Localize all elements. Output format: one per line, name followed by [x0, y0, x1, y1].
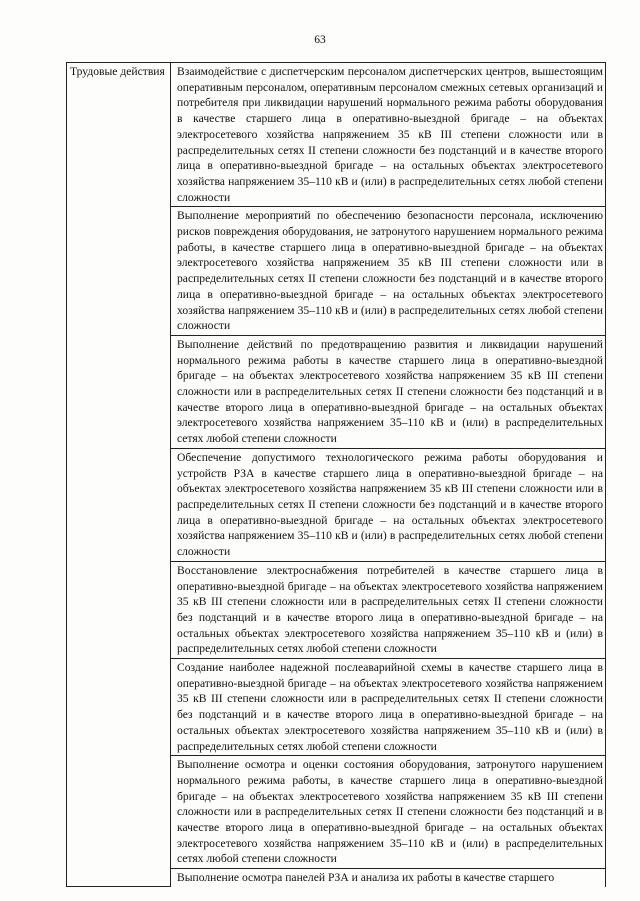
- action-cell-cut: Выполнение осмотра панелей РЗА и анализа их работы в качестве старшего: [171, 869, 606, 887]
- action-cell: Создание наиболее надежной послеаварийной схемы в качестве старшего лица в оперативно-выездной бригаде – на объектах электросетевого хозяйства напряжением 35 кВ III степени сложности или в распределительных сетях II степени сложности без подстанций и в качестве второго лица в оперативно-выездной бригаде – на остальных объектах электросетевого хозяйства напряжением 35–110 кВ и (или) в распределительных сетях любой степени сложности: [171, 659, 606, 756]
- action-cell: Выполнение мероприятий по обеспечению безопасности персонала, исключению рисков повреждения оборудования, не затронутого нарушением нормального режима работы, в качестве старшего лица в оперативно-выездной бригаде – на объектах электросетевого хозяйства напряжением 35 кВ III степени сложности или в распределительных сетях II степени сложности без подстанций и в качестве второго лица в оперативно-выездной бригаде – на остальных объектах электросетевого хозяйства напряжением 35–110 кВ и (или) в распределительных сетях любой степени сложности: [171, 207, 606, 336]
- action-cell: Взаимодействие с диспетчерским персоналом диспетчерских центров, вышестоящим оперативным персоналом, оперативным персоналом смежных сетевых организаций и потребителя при ликвидации нарушений нормального режима работы оборудования в качестве старшего лица в оперативно-выездной бригаде – на объектах электросетевого хозяйства напряжением 35 кВ III степени сложности или в распределительных сетях II степени сложности без подстанций и в качестве второго лица в оперативно-выездной бригаде – на остальных объектах электросетевого хозяйства напряжением 35–110 кВ и (или) в распределительных сетях любой степени сложности: [171, 63, 606, 207]
- page-number: 63: [314, 34, 326, 46]
- labor-actions-table: [66, 62, 606, 887]
- labor-actions-label: Трудовые действия: [67, 63, 171, 887]
- action-cell: Выполнение осмотра и оценки состояния оборудования, затронутого нарушением нормального режима работы, в качестве старшего лица в оперативно-выездной бригаде – на объектах электросетевого хозяйства напряжением 35 кВ III степени сложности или в распределительных сетях II степени сложности без подстанций и в качестве второго лица в оперативно-выездной бригаде – на остальных объектах электросетевого хозяйства напряжением 35–110 кВ и (или) в распределительных сетях любой степени сложности: [171, 756, 606, 869]
- table-body: [67, 63, 606, 887]
- action-cell: Восстановление электроснабжения потребителей в качестве старшего лица в оперативно-выездной бригаде – на объектах электросетевого хозяйства напряжением 35 кВ III степени сложности или в распределительных сетях II степени сложности без подстанций и в качестве второго лица в оперативно-выездной бригаде – на остальных объектах электросетевого хозяйства напряжением 35–110 кВ и (или) в распределительных сетях любой степени сложности: [171, 561, 606, 658]
- action-cell: Обеспечение допустимого технологического режима работы оборудования и устройств РЗА в качестве старшего лица в оперативно-выездной бригаде – на объектах электросетевого хозяйства напряжением 35 кВ III степени сложности или в распределительных сетях II степени сложности без подстанций и в качестве второго лица в оперативно-выездной бригаде – на остальных объектах электросетевого хозяйства напряжением 35–110 кВ и (или) в распределительных сетях любой степени сложности: [171, 448, 606, 561]
- action-cell: Выполнение действий по предотвращению развития и ликвидации нарушений нормального режима работы в качестве старшего лица в оперативно-выездной бригаде – на объектах электросетевого хозяйства напряжением 35 кВ III степени сложности или в распределительных сетях II степени сложности без подстанций и в качестве второго лица в оперативно-выездной бригаде – на остальных объектах электросетевого хозяйства напряжением 35–110 кВ и (или) в распределительных сетях любой степени сложности: [171, 335, 606, 448]
- table-row: [67, 63, 606, 207]
